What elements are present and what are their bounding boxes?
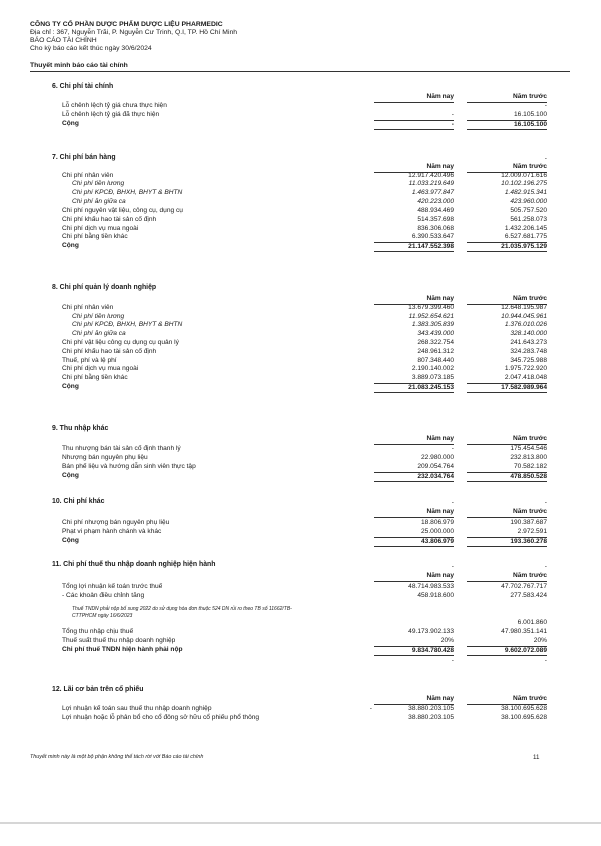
col-current: Năm nay xyxy=(374,572,454,582)
table-row xyxy=(62,445,547,454)
report-period: Cho kỳ báo cáo kết thúc ngày 30/6/2024 xyxy=(30,45,152,52)
total-prior: 17.582.989.964 xyxy=(467,383,547,393)
table-row xyxy=(62,519,547,528)
row-label: Chi phí bằng tiền khác xyxy=(62,374,128,381)
col-current: Năm nay xyxy=(374,295,454,305)
row-prior: 10.102.196.275 xyxy=(501,180,547,187)
row-label: Chi phí KPCĐ, BHXH, BHYT & BHTN xyxy=(72,189,183,196)
table-row xyxy=(62,619,547,628)
row-current: 420.223.000 xyxy=(417,198,454,205)
row-prior: 1.376.010.026 xyxy=(504,321,547,328)
col-prior: Năm trước xyxy=(467,572,547,582)
row-current: 25.000.000 xyxy=(420,528,454,535)
row-label: Tổng thu nhập chịu thuế xyxy=(62,628,134,635)
column-header-row xyxy=(62,163,547,172)
page-number: 11 xyxy=(533,754,540,761)
col-prior: Năm trước xyxy=(467,695,547,705)
table-row xyxy=(62,102,547,111)
table-row xyxy=(62,348,547,357)
row-prior: 277.583.424 xyxy=(510,592,547,599)
row-label: Chi phí nguyên vật liệu, công cụ, dụng cụ xyxy=(62,207,183,214)
row-current: 49.173.902.133 xyxy=(408,628,454,635)
row-current: 38.880.203.105 xyxy=(408,714,454,721)
table-row xyxy=(62,198,547,207)
company-address: Địa chỉ : 367, Nguyễn Trãi, P. Nguyễn Cư Trinh, Q.I, TP. Hồ Chí Minh xyxy=(30,29,238,36)
row-prior: 20% xyxy=(533,637,547,644)
row-current: 343.439.000 xyxy=(417,330,454,337)
row-prior: 190.387.687 xyxy=(510,519,547,526)
col-current: Năm nay xyxy=(374,163,454,173)
total-row xyxy=(62,472,547,481)
total-current: 9.834.780.428 xyxy=(374,646,454,656)
row-prior: 12.648.195.987 xyxy=(501,304,547,311)
table-row xyxy=(62,583,547,592)
row-prior: 561.258.073 xyxy=(510,216,547,223)
total-row xyxy=(62,383,547,392)
row-prior: 16.105.100 xyxy=(513,111,547,118)
table-row xyxy=(62,304,547,313)
row-current: 248.961.312 xyxy=(417,348,454,355)
col-current: Năm nay xyxy=(374,93,454,103)
row-prior: 423.960.000 xyxy=(510,198,547,205)
row-current: 1.383.305.839 xyxy=(411,321,454,328)
row-current: 22.980.000 xyxy=(420,454,454,461)
row-current: - xyxy=(451,111,454,118)
column-header-row xyxy=(62,508,547,517)
dash-mark: - xyxy=(451,657,454,664)
row-prior: 10.944.045.961 xyxy=(501,313,547,320)
row-label: Chi phí tiền lương xyxy=(72,180,125,187)
row-label: Thuế suất thuế thu nhập doanh nghiệp xyxy=(62,637,176,644)
table-row xyxy=(62,374,547,383)
column-header-row xyxy=(62,93,547,102)
section-6-title: 6. Chi phí tài chính xyxy=(52,83,114,90)
total-label: Cộng xyxy=(62,472,79,479)
row-label: Chi phí tiền lương xyxy=(72,313,125,320)
row-prior: 232.813.800 xyxy=(510,454,547,461)
row-prior: 328.140.000 xyxy=(510,330,547,337)
total-label: Cộng xyxy=(62,537,79,544)
report-title: BÁO CÁO TÀI CHÍNH xyxy=(30,37,97,44)
row-prior: 1.975.722.920 xyxy=(504,365,547,372)
row-current: 3.889.073.185 xyxy=(411,374,454,381)
row-current: 11.033.219.649 xyxy=(408,180,454,187)
section-11-title: 11. Chi phí thuế thu nhập doanh nghiệp hiện hành xyxy=(52,561,216,568)
row-current: 488.934.469 xyxy=(417,207,454,214)
row-label: Thuế, phí và lệ phí xyxy=(62,357,117,364)
table-row xyxy=(62,207,547,216)
col-prior: Năm trước xyxy=(467,93,547,103)
total-current: 21.147.552.398 xyxy=(374,242,454,252)
row-label: Chi phí dịch vụ mua ngoài xyxy=(62,225,139,232)
table-row xyxy=(62,180,547,189)
total-row xyxy=(62,537,547,546)
table-row xyxy=(62,321,547,330)
table-row xyxy=(62,592,547,601)
section-10-title: 10. Chi phí khác xyxy=(52,498,105,505)
row-current: 514.357.698 xyxy=(417,216,454,223)
row-current: - xyxy=(451,445,454,452)
row-label: Chi phí khấu hao tài sản cố định xyxy=(62,348,157,355)
col-current: Năm nay xyxy=(374,435,454,445)
dash-row xyxy=(62,657,547,666)
row-label: Nhượng bán nguyên phụ liệu xyxy=(62,454,148,461)
dash-mark: - xyxy=(451,499,454,506)
row-label: Thu nhượng bán tài sản cố định thanh lý xyxy=(62,445,181,452)
col-prior: Năm trước xyxy=(467,295,547,305)
total-prior: 478.850.528 xyxy=(467,472,547,482)
row-prior: 6.527.681.775 xyxy=(504,233,547,240)
table-row xyxy=(62,216,547,225)
table-row xyxy=(62,463,547,472)
total-label: Cộng xyxy=(62,383,79,390)
col-prior: Năm trước xyxy=(467,163,547,173)
row-current: 18.806.979 xyxy=(420,519,454,526)
row-label: - Các khoản điều chỉnh tăng xyxy=(62,592,145,599)
row-label: Chi phí dịch vụ mua ngoài xyxy=(62,365,139,372)
table-row xyxy=(62,454,547,463)
row-prior: 345.725.988 xyxy=(510,357,547,364)
col-prior: Năm trước xyxy=(467,508,547,518)
row-current: 209.054.764 xyxy=(417,463,454,470)
row-current: 20% xyxy=(440,637,454,644)
total-prior: 21.035.975.129 xyxy=(467,242,547,252)
page-bottom-edge xyxy=(0,822,601,824)
note-prior-value: 6.001.860 xyxy=(517,619,547,626)
table-row xyxy=(62,365,547,374)
row-prior: 505.757.520 xyxy=(510,207,547,214)
total-row xyxy=(62,242,547,251)
row-current: 2.190.140.002 xyxy=(411,365,454,372)
row-label: Chi phí ăn giữa ca xyxy=(72,198,126,205)
column-header-row xyxy=(62,695,547,704)
column-header-row xyxy=(62,295,547,304)
dash-row xyxy=(62,563,547,572)
row-prior: 324.283.748 xyxy=(510,348,547,355)
row-label: Chi phí nhân viên xyxy=(62,304,114,311)
table-row xyxy=(62,111,547,120)
row-prior: 1.432.206.145 xyxy=(504,225,547,232)
total-prior: 16.105.100 xyxy=(467,120,547,130)
col-current: Năm nay xyxy=(374,508,454,518)
total-label: Chi phí thuế TNDN hiện hành phải nộp xyxy=(62,646,183,653)
row-prior: 12.009.071.616 xyxy=(501,172,547,179)
section-title: Thuyết minh báo cáo tài chính xyxy=(30,62,128,69)
row-label: Bán phế liệu và hướng dẫn sinh viên thực tập xyxy=(62,463,196,470)
dash-mark: - xyxy=(369,705,372,712)
total-current: 43.806.979 xyxy=(374,537,454,547)
row-prior: 2.047.418.048 xyxy=(504,374,547,381)
row-current: 12.917.420.496 xyxy=(408,172,454,179)
row-current: 48.714.983.533 xyxy=(408,583,454,590)
row-label: Lỗ chênh lệch tỷ giá đã thực hiện xyxy=(62,111,160,118)
row-label: Chi phí bằng tiền khác xyxy=(62,233,128,240)
row-current: 1.463.977.847 xyxy=(411,189,454,196)
section-7-title: 7. Chi phí bán hàng xyxy=(52,154,116,161)
dash-mark: - xyxy=(544,499,547,506)
total-prior: 193.360.278 xyxy=(467,537,547,547)
table-row xyxy=(62,628,547,637)
total-current: 232.034.764 xyxy=(374,472,454,482)
row-label: Chi phí ăn giữa ca xyxy=(72,330,126,337)
row-label: Tổng lợi nhuận kế toán trước thuế xyxy=(62,583,163,590)
row-prior: 241.643.273 xyxy=(510,339,547,346)
row-prior: 175.454.546 xyxy=(510,445,547,452)
row-current: 268.322.754 xyxy=(417,339,454,346)
footer-note: Thuyết minh này là một bộ phận không thể tách rời với Báo cáo tài chính xyxy=(30,754,204,760)
row-current: 11.952.654.621 xyxy=(408,313,454,320)
row-prior: 1.482.915.341 xyxy=(504,189,547,196)
table-row xyxy=(62,330,547,339)
row-prior: 70.582.182 xyxy=(513,463,547,470)
header-rule xyxy=(30,71,570,72)
row-current: 458.918.600 xyxy=(417,592,454,599)
row-label: Chi phí nhượng bán nguyên phụ liệu xyxy=(62,519,170,526)
table-row xyxy=(62,714,547,723)
row-prior: - xyxy=(544,102,547,109)
col-current: Năm nay xyxy=(374,695,454,705)
table-row xyxy=(62,189,547,198)
row-label: Chi phí vật liệu công cụ dụng cụ quản lý xyxy=(62,339,179,346)
row-label: Chi phí KPCĐ, BHXH, BHYT & BHTN xyxy=(72,321,183,328)
section-9-title: 9. Thu nhập khác xyxy=(52,425,109,432)
row-current: 6.390.533.647 xyxy=(411,233,454,240)
row-current: 38.880.203.105 xyxy=(408,705,454,712)
column-header-row xyxy=(62,572,547,581)
row-prior: 38.100.695.628 xyxy=(501,705,547,712)
row-prior: 47.702.767.717 xyxy=(501,583,547,590)
company-name: CÔNG TY CỔ PHẦN DƯỢC PHẨM DƯỢC LIỆU PHARMEDIC xyxy=(30,21,223,28)
row-label: Lỗ chênh lệch tỷ giá chưa thực hiện xyxy=(62,102,167,109)
total-row xyxy=(62,646,547,655)
total-row xyxy=(62,120,547,129)
col-prior: Năm trước xyxy=(467,435,547,445)
row-label: Lợi nhuận hoặc lỗ phân bổ cho cổ đông sở hữu cổ phiếu phổ thông xyxy=(62,714,260,721)
table-row xyxy=(62,705,547,714)
row-current: 836.306.068 xyxy=(417,225,454,232)
total-current: 21.083.245.153 xyxy=(374,383,454,393)
tax-note-line-1: Thuế TNDN phải nộp bổ sung 2022 do sử dụng hóa đơn thuộc 524 DN rủi ro theo TB số 11662/TB- xyxy=(72,606,292,612)
total-label: Cộng xyxy=(62,120,79,127)
row-current: 13.679.399.460 xyxy=(408,304,454,311)
dash-mark: - xyxy=(544,657,547,664)
dash-mark: - xyxy=(451,563,454,570)
row-label: Chi phí khấu hao tài sản cố định xyxy=(62,216,157,223)
row-prior: 47.980.351.141 xyxy=(501,628,547,635)
row-label: Lợi nhuận kế toán sau thuế thu nhập doanh nghiệp xyxy=(62,705,212,712)
row-prior: 38.100.695.628 xyxy=(501,714,547,721)
row-prior: 2.972.591 xyxy=(517,528,547,535)
section-8-title: 8. Chi phí quản lý doanh nghiệp xyxy=(52,284,157,291)
total-current: - xyxy=(374,120,454,130)
tax-note-line-2: CTTPHCM ngày 16/6/2023 xyxy=(72,613,133,619)
row-label: Chi phí nhân viên xyxy=(62,172,114,179)
section-12-title: 12. Lãi cơ bản trên cổ phiếu xyxy=(52,686,144,693)
dash-mark: - xyxy=(544,563,547,570)
dash-row xyxy=(62,499,547,508)
row-current: 807.348.440 xyxy=(417,357,454,364)
table-row xyxy=(62,528,547,537)
table-row xyxy=(62,637,547,646)
row-label: Phạt vi phạm hành chánh và khác xyxy=(62,528,162,535)
total-label: Cộng xyxy=(62,242,79,249)
dash-mark: - xyxy=(544,155,547,162)
table-row xyxy=(62,339,547,348)
table-row xyxy=(62,233,547,242)
total-prior: 9.602.072.089 xyxy=(467,646,547,656)
column-header-row xyxy=(62,435,547,444)
